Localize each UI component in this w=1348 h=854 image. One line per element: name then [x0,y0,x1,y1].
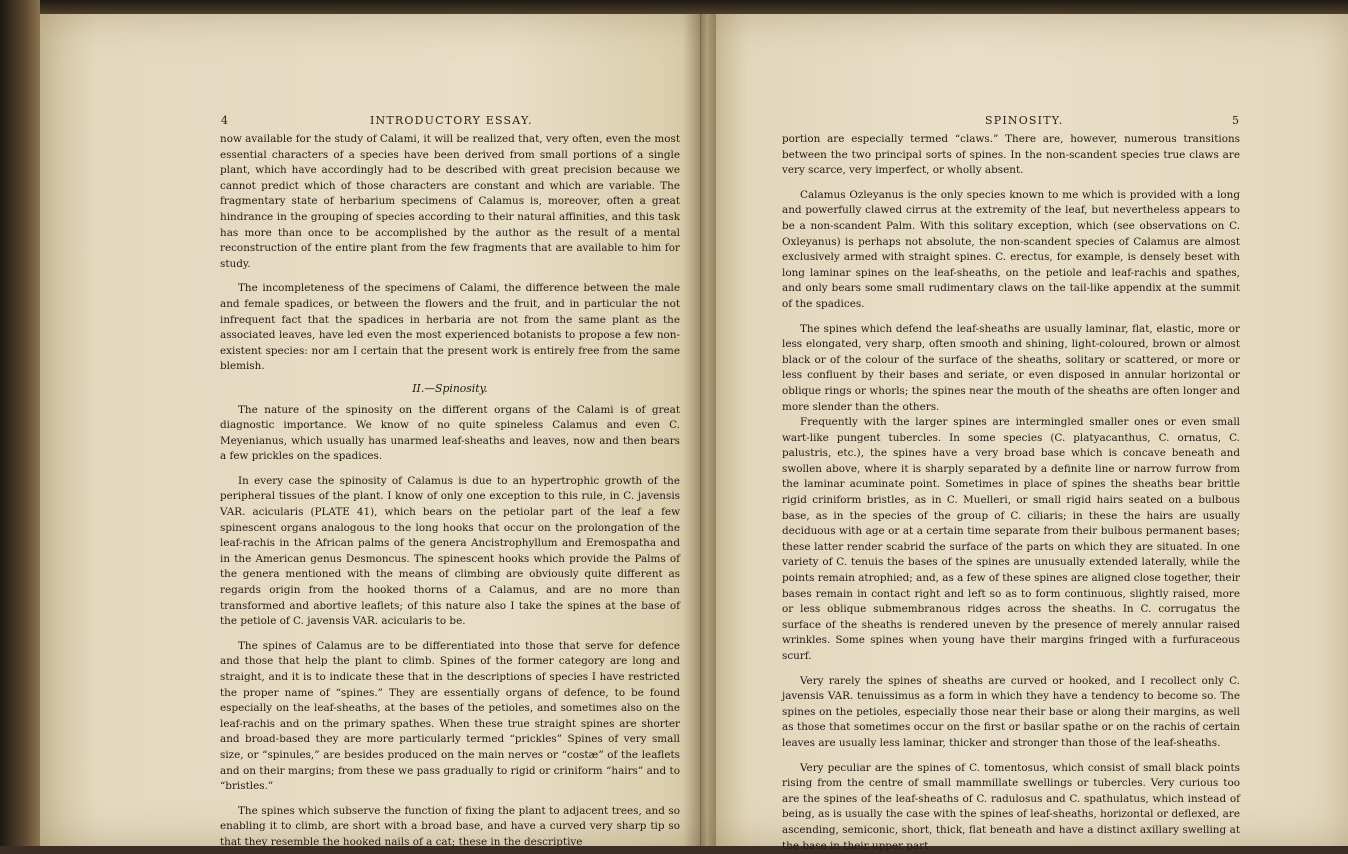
right-page-number: 5 [1232,114,1241,127]
paragraph: Very peculiar are the spines of C. tomentosus, which consist of small black points rising from the centre of small mammillate swellings or tubercles. Very curious too are the spines of the leaf-sheaths of C. radulosus and C. spathulatus, which instead of being, as is usually the case with the spines of leaf-sheaths, horizontal or deflexed, are ascending, semiconic, short, thick, flat beneath and have a distinct axillary swelling at the base in their upper part. [782,761,1240,852]
paragraph: The spines which subserve the function of fixing the plant to adjacent trees, and so enabling it to climb, are short with a broad base, and have a curved very sharp tip so that they resemble the hooked nails of a cat; these in the descriptive [220,804,680,848]
paragraph: Calamus Ozleyanus is the only species known to me which is provided with a long and powerfully clawed cirrus at the extremity of the leaf, but nevertheless appears to be a non-scandent Palm. With this solitary exception, which (see observations on C. Oxleyanus) is perhaps not absolute, the non-scandent species of Calamus are almost exclusively armed with straight spines. C. erectus, for example, is densely beset with long laminar spines on the leaf-sheaths, on the petiole and leaf-rachis and spathes, and only bears some small rudimentary claws on the tail-like appendix at the summit of the spadices. [782,188,1240,310]
left-page-number: 4 [221,114,230,127]
right-running-head: SPINOSITY. [985,114,1064,127]
paragraph: Very rarely the spines of sheaths are curved or hooked, and I recollect only C. javensis VAR. tenuissimus as a form in which they have a tendency to become so. The spines on the petioles, especially those near their base or along their margins, as well as those that sometimes occur on the first or basilar spathe or on the rachis of certain leaves are usually less laminar, thicker and stronger than those of the leaf-sheaths. [782,674,1240,749]
paragraph: The spines which defend the leaf-sheaths are usually laminar, flat, elastic, more or less elongated, very sharp, often smooth and shining, light-coloured, brown or almost black or of the colour of the surface of the sheaths, solitary or scattered, or more or less confluent by their bases and seriate, or even disposed in annular horizontal or oblique rings or whorls; the spines near the mouth of the sheaths are often longer and more slender than the others. [782,322,1240,413]
paragraph: In every case the spinosity of Calamus is due to an hypertrophic growth of the peripheral tissues of the plant. I know of only one exception to this rule, in C. javensis VAR. acicularis (PLATE 41), which bears on the petiolar part of the leaf a few spinescent organs analogous to the long hooks that occur on the prolongation of the leaf-rachis in the African palms of the genera Ancistrophyllum and Eremospatha and in the American genus Desmoncus. The spinescent hooks which provide the Palms of the genera mentioned with the means of climbing are obviously quite different as regards origin from the hooked thorns of a Calamus, and are no more than transformed and abortive leaflets; of this nature also I take the spines at the base of the petiole of C. javensis VAR. acicularis to be. [220,474,680,628]
paragraph: Frequently with the larger spines are intermingled smaller ones or even small wart-like pungent tubercles. In some species (C. platyacanthus, C. ornatus, C. palustris, etc.), the spines have a very broad base which is concave beneath and swollen above, where it is sharply separated by a definite line or narrow furrow from the laminar acuminate point. Sometimes in place of spines the sheaths bear brittle rigid criniform bristles, as in C. Muelleri, or small rigid hairs seated on a bulbous base, as in the species of the group of C. ciliaris; in these the hairs are usually deciduous with age or at a certain time separate from their bulbous permanent bases; these latter render scabrid the surface of the parts on which they are situated. In one variety of C. tenuis the bases of the spines are unusually extended laterally, while the points remain atrophied; and, as a few of these spines are aligned close together, their bases remain in contact right and left so as to form continuous, slightly raised, more or less oblique submembranous ridges across the sheaths. In C. corrugatus the surface of the sheaths is rendered uneven by the presence of merely annular raised wrinkles. Some spines when young have their margins fringed with a furfuraceous scurf. [782,416,1240,662]
paragraph: now available for the study of Calami, it will be realized that, very often, even the most essential characters of a species have been derived from small portions of a single plant, which have accordingly had to be described with great precision because we cannot predict which of those characters are constant and which are variable. The fragmentary state of herbarium specimens of Calamus is, moreover, often a great hindrance in the grouping of species according to their natural affinities, and this task has more than once to be accomplished by the author as the result of a mental reconstruction of the entire plant from the few fragments that are available to him for study. [220,133,680,270]
book-binding [0,0,40,846]
book-gutter [700,14,716,846]
paragraph: The spines of Calamus are to be differentiated into those that serve for defence and those that help the plant to climb. Spines of the former category are long and straight, and it is to indicate these that in the descriptions of species I have restricted the proper name of “spines.” They are essentially organs of defence, to be found especially on the leaf-sheaths, at the bases of the petioles, and sometimes also on the leaf-rachis and on the primary spathes. When these true straight spines are shorter and broad-based they are more particularly termed “prickles” Spines of very small size, or “spinules,” are besides produced on the main nerves or “costæ” of the leaflets and on their margins; from these we pass gradually to rigid or criniform “hairs” and to “bristles.” [220,639,680,793]
paragraph: The incompleteness of the specimens of Calami, the difference between the male and female spadices, or between the flowers and the fruit, and in particular the not infrequent fact that the spadices in herbaria are not from the same plant as the associated leaves, have led even the most experienced botanists to propose a few non-existent species: nor am I certain that the present work is entirely free from the same blemish. [220,282,680,373]
top-edge [40,0,1348,14]
paragraph: portion are especially termed “claws.” There are, however, numerous transitions between the two principal sorts of spines. In the non-scandent species true claws are very scarce, very imperfect, or wholly absent. [782,133,1240,177]
right-page-body [782,132,1240,854]
left-page-body [220,132,680,851]
left-running-head: INTRODUCTORY ESSAY. [370,114,533,127]
section-heading: II.—Spinosity. [412,381,488,395]
page-fold-shadow [683,14,701,846]
paragraph: The nature of the spinosity on the different organs of the Calami is of great diagnostic importance. We know of no quite spineless Calamus and even C. Meyenianus, which usually has unarmed leaf-sheaths and leaves, now and then bears a few prickles on the spadices. [220,403,680,463]
